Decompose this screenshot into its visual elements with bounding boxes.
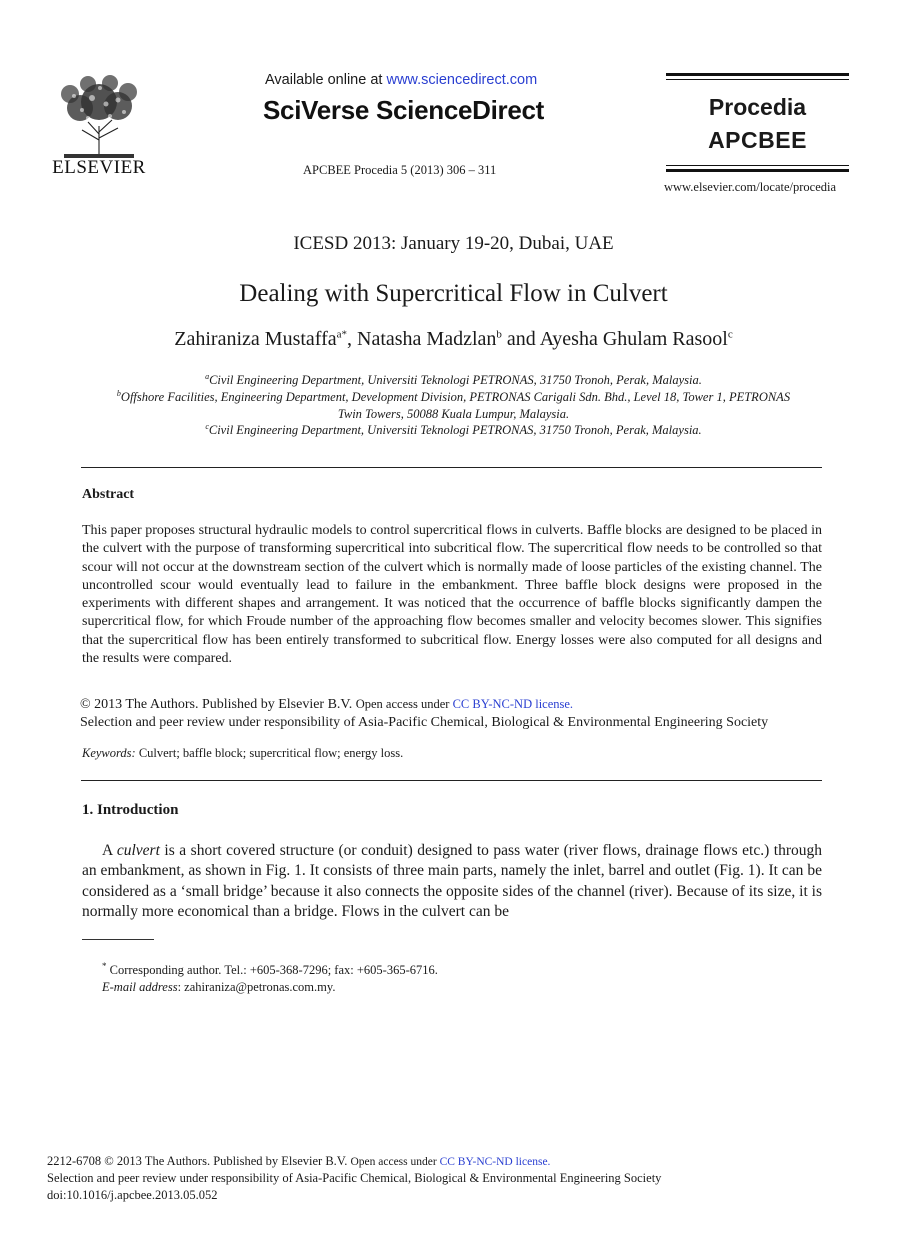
procedia-brand-line2: APCBEE [708,127,807,153]
footer-license-link[interactable]: CC BY-NC-ND license. [439,1156,551,1168]
sciverse-sciencedirect-logo: SciVerse ScienceDirect [263,95,545,125]
footer-peer-review: Selection and peer review under responsibility of Asia-Pacific Chemical, Biological & Environmental Engineering Society [47,1171,662,1185]
affiliation-mark: b [116,389,121,398]
elsevier-tree-logo [52,74,146,160]
available-online-label: Available online at [265,72,387,88]
email-label: E-mail address [102,980,178,994]
keywords-label: Keywords: [82,746,136,760]
brand-rule-bottom-thin [666,165,849,166]
affiliation-text-continued: Twin Towers, 50088 Kuala Lumpur, Malaysia. [337,406,570,421]
affiliation-text: Civil Engineering Department, Universiti Teknologi PETRONAS, 31750 Tronoh, Perak, Malaysia. [208,423,702,438]
divider [81,780,822,781]
copyright-text: © 2013 The Authors. Published by Elsevier B.V. [80,697,356,712]
conference-line: ICESD 2013: January 19-20, Dubai, UAE [293,233,614,254]
author-marks: c [727,328,733,341]
author-marks: b [496,328,502,341]
open-access-label: Open access under [355,697,453,711]
keywords-list: Culvert; baffle block; supercritical flow; energy loss. [135,746,404,760]
footer-copyright [47,1154,550,1169]
footer-doi: doi:10.1016/j.apcbee.2013.05.052 [47,1188,218,1202]
author-marks: a* [336,328,348,341]
author-separator: , [347,328,358,350]
keywords-line [82,746,403,761]
footnote-mark: * [102,961,107,971]
footnote-email [102,980,335,995]
author-separator: and [501,328,540,350]
paper-title: Dealing with Supercritical Flow in Culvert [239,280,668,307]
peer-review-statement: Selection and peer review under responsibility of Asia-Pacific Chemical, Biological & Environmental Engineering Society [80,715,769,730]
intro-term-culvert: culvert [116,842,160,859]
divider [81,467,822,468]
affiliation-mark: a [205,372,210,381]
elsevier-wordmark: ELSEVIER [52,157,146,178]
affiliation [60,419,847,439]
abstract-heading: Abstract [82,487,135,502]
intro-text: is a short covered structure (or conduit) designed to pass water (river flows, drainage flows etc.) through an embankment, as shown in Fig. 1. It consists of three main parts, namely the inlet, barrel and outlet (Fig. 1). It can be considered as a ‘small bridge’ because it also connects the opposite sides of the channel (river). Because of its size, it is normally more economical than a bridge. Flows in the culvert can be [82,842,822,920]
author-name: Natasha Madzlan [357,328,497,350]
journal-reference: APCBEE Procedia 5 (2013) 306 – 311 [303,163,497,177]
affiliation-text: Offshore Facilities, Engineering Department, Development Division, PETRONAS Carigali Sdn. Bhd., Level 18, Tower 1, PETRONAS [120,390,791,405]
footnote-corresponding [102,961,438,978]
affiliation [60,386,847,422]
copyright-line [80,697,573,713]
author-name: Zahiraniza Mustaffa [174,328,337,350]
affiliation-text: Civil Engineering Department, Universiti Teknologi PETRONAS, 31750 Tronoh, Perak, Malaysia. [209,373,702,388]
brand-rule-top [666,73,849,76]
introduction-paragraph [82,841,822,922]
license-link[interactable]: CC BY-NC-ND license. [452,697,574,711]
sciencedirect-link[interactable]: www.sciencedirect.com [386,72,538,88]
author-name: Ayesha Ghulam Rasool [539,328,728,350]
procedia-brand-line1: Procedia [708,94,807,120]
available-online-line [265,72,537,88]
email-address: : zahiraniza@petronas.com.my. [177,980,336,994]
intro-text-start: A [102,842,117,859]
brand-rule-top-thin [666,79,849,80]
author-list [60,328,847,351]
abstract-text: This paper proposes structural hydraulic models to control supercritical flows in culverts. Baffle blocks are designed to be placed in the culvert with the purpose of transforming supercritical into subcritical flow. The supercritical flow needs to be controlled so that scour will not occur at the downstream section of the culvert which is normally made of loose particles of the existing channel. The uncontrolled scour would eventually lead to failure in the embankment. Three baffle block designs were proposed in the experiments with different shapes and arrangement. It was noticed that the occurrence of baffle blocks significantly dampen the supercritical flow, for which Froude number of the approaching flow becomes smaller and velocity becomes slower. This signifies that the supercritical flow has been entirely transformed to subcritical flow. Energy losses were also computed for all designs and the results were compared. [82,523,822,667]
footnote-rule [82,939,154,940]
footer-open-access: Open access under [350,1156,440,1168]
footer-issn: 2212-6708 © 2013 The Authors. Published by Elsevier B.V. [47,1154,351,1168]
brand-rule-bottom [666,169,849,172]
journal-url[interactable]: www.elsevier.com/locate/procedia [664,180,837,194]
affiliation-mark: c [205,422,209,431]
section-heading-introduction: 1. Introduction [82,802,179,818]
footnote-contact: Corresponding author. Tel.: +605-368-7296; fax: +605-365-6716. [106,963,438,978]
